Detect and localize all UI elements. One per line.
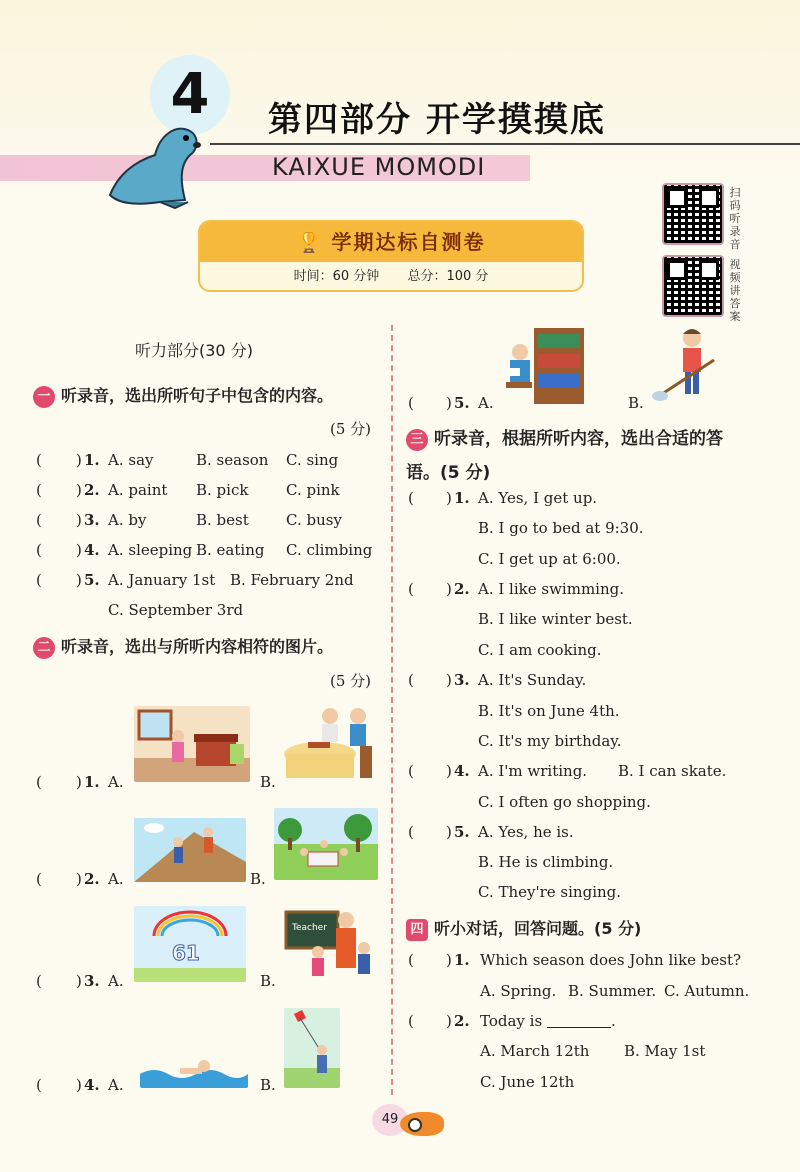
time-limit: 时间：60 分钟 [293, 269, 380, 284]
qr-code-audio[interactable] [662, 183, 724, 245]
qr-code-video[interactable] [662, 255, 724, 317]
answer-bracket-close: ) [76, 451, 82, 469]
option-a: A. sleeping [108, 541, 193, 559]
answer-bracket-open[interactable]: ( [408, 951, 414, 969]
banner-title-row [200, 222, 582, 262]
option-b: B. [260, 773, 276, 791]
section3-badge: 三 [406, 429, 428, 451]
answer-bracket-close: ) [446, 762, 452, 780]
banner-info [200, 262, 582, 292]
option-c: C. It's my birthday. [478, 732, 622, 750]
item-number: 5. [454, 394, 470, 412]
total-score: 总分：100 分 [407, 269, 489, 284]
submarine-fish-icon [400, 1112, 444, 1136]
answer-blank[interactable] [547, 1014, 611, 1028]
option-b: B. I go to bed at 9:30. [478, 519, 644, 537]
option-b: B. He is climbing. [478, 853, 614, 871]
option-a: A. say [108, 451, 154, 469]
section3-title [406, 424, 723, 451]
section1-points: (5 分) [330, 420, 372, 438]
trophy-icon: 🏆 [296, 230, 324, 254]
answer-bracket-close: ) [446, 1012, 452, 1030]
question-text-after: . [610, 1012, 616, 1030]
item-number: 3. [84, 511, 100, 529]
option-b: B. season [196, 451, 269, 469]
section2-title [33, 634, 333, 659]
picture-family-dinner [280, 702, 376, 782]
answer-bracket-close: ) [76, 773, 82, 791]
option-b: B. [628, 394, 644, 412]
item-number: 2. [454, 580, 470, 598]
option-c: C. I get up at 6:00. [478, 550, 621, 568]
item-number: 5. [454, 823, 470, 841]
item-number: 3. [454, 671, 470, 689]
answer-bracket-open[interactable]: ( [36, 972, 42, 990]
option-b: B. pick [196, 481, 249, 499]
seal-mascot-icon [100, 110, 210, 210]
answer-bracket-close: ) [76, 972, 82, 990]
section2-title-text: 听录音，选出与所听内容相符的图片。 [61, 637, 334, 656]
picture-reading-books [500, 326, 586, 406]
option-a: A. [108, 773, 124, 791]
answer-bracket-close: ) [76, 511, 82, 529]
option-b: B. [260, 1076, 276, 1094]
option-a: A. It's Sunday. [478, 671, 587, 689]
qr-video-label: 视频讲答案 [729, 258, 741, 323]
option-b: B. I can skate. [618, 762, 727, 780]
option-c: C. I often go shopping. [478, 793, 651, 811]
page-number: 49 [372, 1104, 408, 1136]
option-a: A. March 12th [480, 1042, 590, 1060]
answer-bracket-open[interactable]: ( [36, 481, 42, 499]
option-a: A. [108, 972, 124, 990]
answer-bracket-close: ) [76, 481, 82, 499]
title-rule [210, 143, 800, 145]
answer-bracket-open[interactable]: ( [408, 671, 414, 689]
item-number: 5. [84, 571, 100, 589]
question-text-before: Today is [480, 1012, 543, 1030]
item-number: 1. [84, 451, 100, 469]
option-b: B. May 1st [624, 1042, 706, 1060]
item-number: 1. [84, 773, 100, 791]
option-a: A. I'm writing. [478, 762, 588, 780]
picture-childrens-day [134, 906, 246, 982]
option-c: C. September 3rd [108, 601, 244, 619]
item-number: 4. [454, 762, 470, 780]
section2-badge: 二 [33, 637, 55, 659]
option-a: A. Yes, he is. [478, 823, 574, 841]
option-a: A. [108, 870, 124, 888]
answer-bracket-open[interactable]: ( [36, 870, 42, 888]
item-number: 1. [454, 951, 470, 969]
answer-bracket-open[interactable]: ( [36, 541, 42, 559]
picture-sweeping-floor [652, 324, 722, 406]
answer-bracket-open[interactable]: ( [408, 823, 414, 841]
section3-title-line1: 听录音，根据所听内容，选出合适的答 [434, 429, 723, 449]
answer-bracket-open[interactable]: ( [36, 773, 42, 791]
listening-heading: 听力部分(30 分) [135, 341, 253, 360]
answer-bracket-open[interactable]: ( [36, 571, 42, 589]
picture-swimming [140, 1048, 248, 1088]
item-number: 4. [84, 1076, 100, 1094]
section4-badge: 四 [406, 919, 428, 941]
option-a: A. January 1st [108, 571, 216, 589]
svg-text:61: 61 [172, 941, 200, 965]
question-text [480, 1012, 616, 1030]
answer-bracket-close: ) [446, 580, 452, 598]
section4-title-text: 听小对话，回答问题。(5 分) [434, 919, 642, 938]
option-a: A. paint [108, 481, 168, 499]
answer-bracket-open[interactable]: ( [408, 394, 414, 412]
picture-teachers-day [282, 904, 378, 984]
picture-kite-flying [284, 1008, 340, 1088]
option-c: C. climbing [286, 541, 373, 559]
item-number: 1. [454, 489, 470, 507]
picture-bedroom-girl [134, 706, 250, 782]
option-a: A. by [108, 511, 147, 529]
option-a: A. [108, 1076, 124, 1094]
test-banner [198, 220, 584, 292]
option-b: B. Summer. [568, 982, 657, 1000]
pinyin-title: KAIXUE MOMODI [272, 153, 486, 181]
option-c: C. busy [286, 511, 342, 529]
option-b: B. eating [196, 541, 265, 559]
answer-bracket-close: ) [76, 541, 82, 559]
answer-bracket-open[interactable]: ( [408, 580, 414, 598]
picture-picnic [274, 808, 378, 880]
option-a: A. Yes, I get up. [478, 489, 598, 507]
option-c: C. sing [286, 451, 339, 469]
item-number: 3. [84, 972, 100, 990]
section1-badge: 一 [33, 386, 55, 408]
option-c: C. June 12th [480, 1073, 575, 1091]
answer-bracket-open[interactable]: ( [408, 489, 414, 507]
section3-title-line2: 语。(5 分) [406, 463, 491, 483]
option-b: B. [250, 870, 266, 888]
option-b: B. best [196, 511, 249, 529]
option-b: B. [260, 972, 276, 990]
answer-bracket-close: ) [446, 823, 452, 841]
answer-bracket-close: ) [446, 951, 452, 969]
answer-bracket-open[interactable]: ( [36, 451, 42, 469]
item-number: 4. [84, 541, 100, 559]
option-b: B. February 2nd [230, 571, 354, 589]
answer-bracket-open[interactable]: ( [36, 511, 42, 529]
option-c: C. pink [286, 481, 340, 499]
answer-bracket-close: ) [76, 571, 82, 589]
banner-title: 学期达标自测卷 [331, 230, 486, 254]
option-a: A. Spring. [480, 982, 557, 1000]
column-divider [391, 325, 393, 1095]
item-number: 2. [454, 1012, 470, 1030]
option-c: C. I am cooking. [478, 641, 602, 659]
option-b: B. I like winter best. [478, 610, 633, 628]
answer-bracket-close: ) [76, 870, 82, 888]
section1-title-text: 听录音，选出所听句子中包含的内容。 [61, 386, 334, 405]
option-a: A. I like swimming. [478, 580, 625, 598]
section2-points: (5 分) [330, 672, 372, 690]
svg-text:Teacher: Teacher [292, 923, 327, 933]
section1-title [33, 383, 333, 408]
answer-bracket-close: ) [76, 1076, 82, 1094]
answer-bracket-close: ) [446, 394, 452, 412]
qr-audio-label: 扫码听录音 [729, 186, 741, 251]
option-b: B. It's on June 4th. [478, 702, 620, 720]
part-number: 4 [150, 55, 230, 135]
question-text: Which season does John like best? [480, 951, 742, 969]
picture-mountain-climbing [134, 818, 246, 882]
option-a: A. [478, 394, 494, 412]
answer-bracket-open[interactable]: ( [408, 1012, 414, 1030]
answer-bracket-open[interactable]: ( [408, 762, 414, 780]
answer-bracket-open[interactable]: ( [36, 1076, 42, 1094]
part-title: 第四部分 开学摸摸底 [268, 100, 606, 140]
option-c: C. Autumn. [664, 982, 750, 1000]
option-c: C. They're singing. [478, 883, 622, 901]
item-number: 2. [84, 870, 100, 888]
answer-bracket-close: ) [446, 671, 452, 689]
section4-title [406, 916, 641, 941]
item-number: 2. [84, 481, 100, 499]
answer-bracket-close: ) [446, 489, 452, 507]
